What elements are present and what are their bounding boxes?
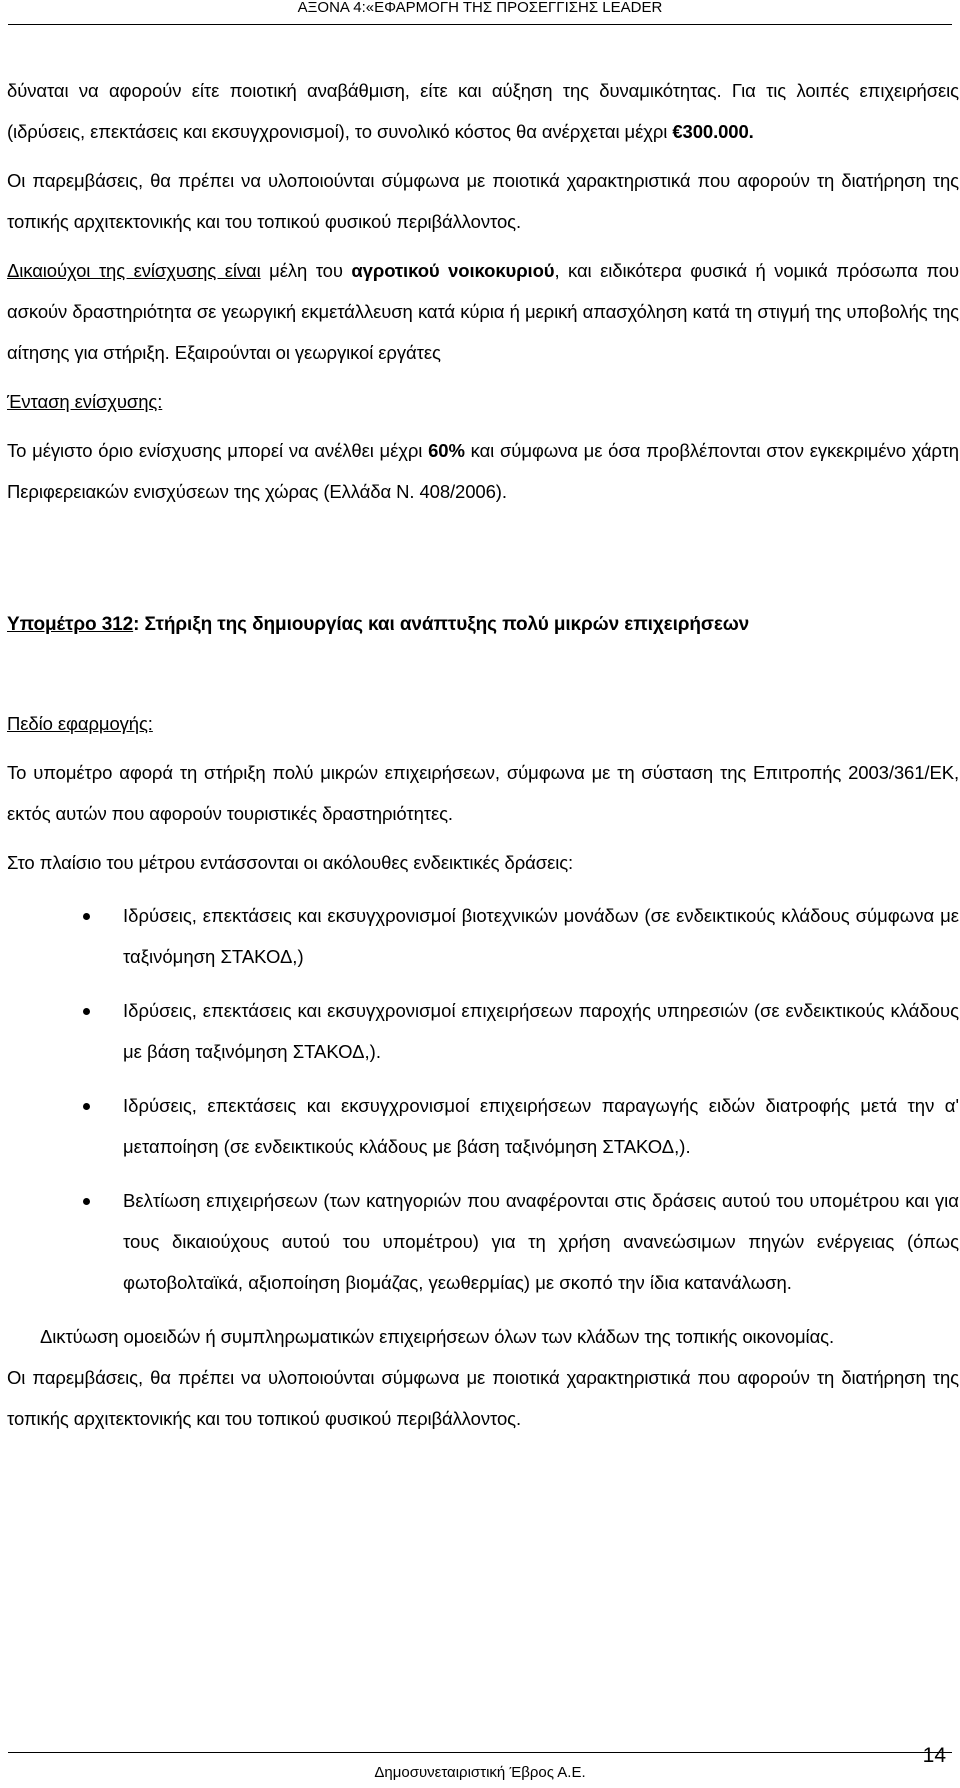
submeasure-heading bbox=[7, 604, 959, 645]
paragraph-interventions: Οι παρεμβάσεις, θα πρέπει να υλοποιούνται σύμφωνα με ποιοτικά χαρακτηριστικά που αφορούν τη διατήρηση της τοπικής αρχιτεκτονικής και του τοπικού φυσικού περιβάλλοντος. bbox=[7, 170, 959, 232]
paragraph-scope: Το υπομέτρο αφορά τη στήριξη πολύ μικρών επιχειρήσεων, σύμφωνα με τη σύσταση της Επιτροπής 2003/361/ΕΚ, εκτός αυτών που αφορούν τουριστικές δραστηριότητες. bbox=[7, 762, 959, 824]
footer-company: Δημοσυνεταιριστική Έβρος Α.Ε. bbox=[374, 1764, 586, 1781]
scope-heading: Πεδίο εφαρμογής: bbox=[7, 713, 153, 734]
page-number: 14 bbox=[922, 1744, 946, 1767]
header-title: ΑΞΟΝΑ 4:«ΕΦΑΡΜΟΓΗ ΤΗΣ ΠΡΟΣΕΓΓΙΣΗΣ LEADER bbox=[297, 0, 663, 16]
amount-value: €300.000. bbox=[672, 121, 754, 142]
paragraph-text: δύναται να αφορούν είτε ποιοτική αναβάθμιση, είτε και αύξηση της δυναμικότητας. Για τις λοιπές επιχειρήσεις (ιδρύσεις, επεκτάσεις και εκσυγχρονισμοί), το συνολικό κόστος θα ανέρχεται μέχρι bbox=[7, 80, 959, 142]
submeasure-title: : Στήριξη της δημιουργίας και ανάπτυξης πολύ μικρών επιχειρήσεων bbox=[133, 614, 750, 635]
intensity-heading: Ένταση ενίσχυσης: bbox=[7, 391, 163, 412]
actions-list bbox=[7, 895, 959, 1303]
max-percent: 60% bbox=[428, 440, 465, 461]
paragraph-investment-limit bbox=[7, 70, 959, 152]
paragraph-beneficiaries: Δικαιούχοι της ενίσχυσης είναι μέλη του αγροτικού νοικοκυριού, και ειδικότερα φυσικά ή νομικά πρόσωπα που ασκούν δραστηριότητα σε γεωργική εκμετάλλευση κατά κύρια ή μερική απασχόληση κατά τη στιγμή της υποβολής της αίτησης για στήριξη. Εξαιρούνται οι γεωργικοί εργάτες bbox=[7, 260, 959, 363]
paragraph-actions-intro: Στο πλαίσιο του μέτρου εντάσσονται οι ακόλουθες ενδεικτικές δράσεις: bbox=[7, 852, 574, 873]
list-item: Ιδρύσεις, επεκτάσεις και εκσυγχρονισμοί επιχειρήσεων παροχής υπηρεσιών (σε ενδεικτικούς κλάδους με βάση ταξινόμηση ΣΤΑΚΟΔ,). bbox=[7, 990, 959, 1072]
bullet-icon bbox=[83, 1198, 90, 1205]
paragraph-intensity: Το μέγιστο όριο ενίσχυσης μπορεί να ανέλθει μέχρι 60% και σύμφωνα με όσα προβλέπονται στον εγκεκριμένο χάρτη Περιφερειακών ενισχύσεων της χώρας (Ελλάδα Ν. 408/2006). bbox=[7, 440, 959, 502]
list-item: Ιδρύσεις, επεκτάσεις και εκσυγχρονισμοί επιχειρήσεων παραγωγής ειδών διατροφής μετά την α' μεταποίηση (σε ενδεικτικούς κλάδους με βάση ταξινόμηση ΣΤΑΚΟΔ,). bbox=[7, 1085, 959, 1167]
list-item: Βελτίωση επιχειρήσεων (των κατηγοριών που αναφέρονται στις δράσεις αυτού του υπομέτρου και για τους δικαιούχους αυτού του υπομέτρου) για τη χρήση ανανεώσιμων πηγών ενέργειας (όπως φωτοβολταϊκά, αξιοποίηση βιομάζας, γεωθερμίας) με σκοπό την ίδια κατανάλωση. bbox=[7, 1180, 959, 1303]
header-rule bbox=[8, 24, 952, 25]
submeasure-label: Υπομέτρο 312 bbox=[7, 614, 134, 635]
bullet-icon bbox=[83, 1008, 90, 1015]
bullet-icon bbox=[83, 913, 90, 920]
household-term: αγροτικού νοικοκυριού bbox=[351, 260, 555, 281]
list-item: Ιδρύσεις, επεκτάσεις και εκσυγχρονισμοί βιοτεχνικών μονάδων (σε ενδεικτικούς κλάδους σύμφωνα με ταξινόμηση ΣΤΑΚΟΔ,) bbox=[7, 895, 959, 977]
paragraph-interventions-repeat: Οι παρεμβάσεις, θα πρέπει να υλοποιούνται σύμφωνα με ποιοτικά χαρακτηριστικά που αφορούν τη διατήρηση της τοπικής αρχιτεκτονικής και του τοπικού φυσικού περιβάλλοντος. bbox=[7, 1367, 959, 1429]
paragraph-networking: Δικτύωση ομοειδών ή συμπληρωματικών επιχειρήσεων όλων των κλάδων της τοπικής οικονομίας. bbox=[40, 1326, 835, 1347]
page-header bbox=[0, 0, 960, 26]
bullet-icon bbox=[83, 1103, 90, 1110]
footer-rule bbox=[8, 1752, 952, 1753]
page-content bbox=[7, 70, 959, 1439]
beneficiaries-label: Δικαιούχοι της ενίσχυσης είναι bbox=[7, 260, 261, 281]
